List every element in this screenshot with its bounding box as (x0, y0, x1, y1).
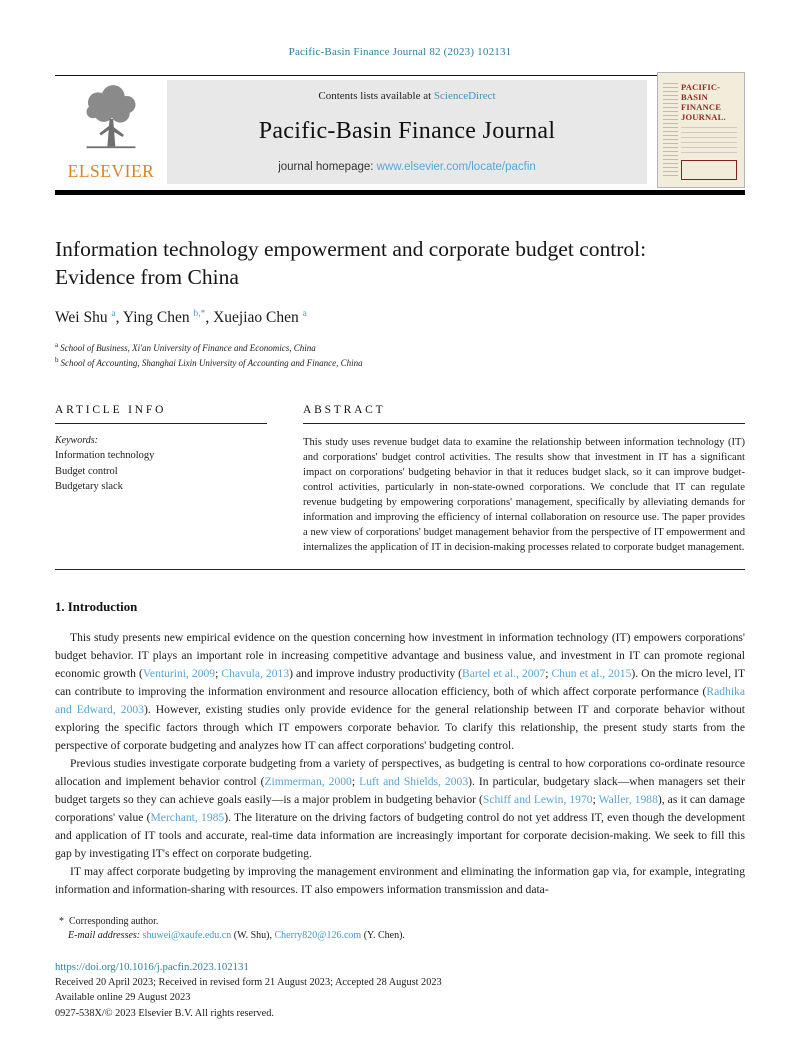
email-suffix: (Y. Chen). (361, 929, 405, 941)
doi-link[interactable]: https://doi.org/10.1016/j.pacfin.2023.102131 (55, 960, 249, 973)
keywords-label: Keywords: (55, 434, 98, 446)
homepage-line (167, 161, 647, 173)
text-run: ). The literature on the driving factors of budgeting control do not yet address IT, even though the development and application of IT tools and accurate, real-time data information are increasingly important for corporate decision-making. We seek to fill this gap by investigating IT's effect on corporate budgeting. (55, 811, 745, 861)
cover-main (679, 73, 744, 187)
affiliation (55, 355, 745, 371)
elsevier-logo[interactable] (55, 76, 167, 188)
article-info-rule (55, 423, 267, 424)
text-run: ), as it can damage corporations' value ( (55, 793, 746, 825)
citation-link[interactable]: Radhika and Edward, 2003 (55, 685, 745, 717)
citation-link[interactable]: Waller, 1988 (598, 793, 658, 807)
affiliation (55, 340, 745, 356)
text-run: ; (215, 667, 222, 681)
journal-banner (167, 80, 647, 184)
column-gap (267, 404, 303, 555)
sciencedirect-link[interactable]: ScienceDirect (433, 90, 496, 102)
cover-spine-decoration (663, 83, 678, 177)
homepage-url-link[interactable]: www.elsevier.com/locate/pacfin (376, 161, 536, 173)
text-run: This study presents new empirical evidence on the question concerning how investment in information technology (IT) empowers corporations' budget behavior. IT plays an important role in increasing competitive advantage and business value, and investment in IT can promote regional economic growth ( (55, 631, 745, 681)
elsevier-tree-icon (74, 83, 148, 160)
abstract-bottom-rule (55, 569, 745, 570)
elsevier-wordmark: ELSEVIER (67, 161, 155, 181)
journal-title: Pacific-Basin Finance Journal (258, 118, 556, 144)
citation-link[interactable]: Schiff and Lewin, 1970 (482, 793, 593, 807)
affiliation-list (55, 340, 745, 371)
intro-paragraph-2 (55, 755, 745, 863)
cover-title (681, 82, 740, 122)
article-info-header: ARTICLE INFO (55, 403, 167, 416)
text-run: ). On the micro level, IT can contribute to improving the information environment and resource allocation efficiency, both of which affect corporate performance ( (55, 667, 746, 699)
citation-link[interactable]: Chun et al., 2015 (551, 667, 632, 681)
text-run: Previous studies investigate corporate budgeting from a variety of perspectives, as budgeting is central to how corporations co-ordinate resource allocation and implement behavior control ( (55, 757, 745, 789)
cover-red-box-decoration (681, 160, 737, 180)
email-link[interactable]: shuwei@xaufe.edu.cn (142, 929, 232, 941)
text-run: IT may affect corporate budgeting by improving the management environment and eliminating the information gap via, for example, integrating information and information-sharing with resources. IT also empowers information transmission and data- (55, 865, 745, 897)
affiliation-marker: a (55, 340, 59, 349)
text-run: ; (351, 775, 360, 789)
page-footer (55, 916, 745, 1021)
affiliation-marker: b (55, 356, 59, 365)
citation-link[interactable]: Luft and Shields, 2003 (359, 775, 469, 789)
citation-link[interactable]: Chavula, 2013 (221, 667, 290, 681)
text-run: ) and improve industry productivity ( (289, 667, 463, 681)
section-heading-introduction: 1. Introduction (55, 600, 138, 615)
footnote-star: * (59, 915, 64, 927)
homepage-prefix: journal homepage: (278, 161, 377, 173)
received-dates-line: Received 20 April 2023; Received in revised form 21 August 2023; Accepted 28 August 2023 (55, 976, 442, 988)
author-affiliation-marker: a (302, 308, 307, 319)
email-suffix: (W. Shu), (231, 929, 275, 941)
info-abstract-section (55, 404, 745, 555)
affiliation-text: School of Accounting, Shanghai Lixin University of Accounting and Finance, China (60, 358, 363, 369)
publication-info-block (55, 957, 745, 1021)
corresponding-author-text: Corresponding author. (69, 915, 159, 927)
article-info-column (55, 404, 267, 555)
text-run: ). However, existing studies only provide evidence for the general relationship between IT and corporate behavior without exploring the specific factors through which IT empowers corporate behavior. To clarify this relationship, the present study starts from the perspective of corporate budgeting and analyzes how IT can affect corporations' budgeting control. (55, 703, 745, 753)
journal-masthead (55, 75, 745, 188)
abstract-text: This study uses revenue budget data to examine the relationship between information technology (IT) and corporations' budget control activities. The results show that investment in IT has a significant impact on corporations' budgeting behavior in that it reduces budget slack, so it can improve budget-control activities, particularly in non-state-owned corporations. We conclude that IT can regulate revenue budgeting by empowering corporations' management, specifically by alleviating demands for information and improving the efficiency of internal collaboration on resource use. The paper provides a new view of corporations' budget management behavior from the perspective of IT empowerment and internalizes the application of IT in decision-making processes related to corporate budget management. (303, 436, 745, 554)
contents-list-line (167, 90, 647, 102)
citation-link[interactable]: Bartel et al., 2007 (462, 667, 546, 681)
keyword: Budget control (55, 465, 118, 477)
citation-link[interactable]: Zimmerman, 2000 (264, 775, 352, 789)
cover-text-lines-decoration (681, 127, 737, 155)
journal-cover-thumbnail[interactable] (657, 72, 745, 188)
article-title: Information technology empowerment and corporate budget control: Evidence from China (55, 236, 647, 290)
masthead-divider (55, 190, 745, 195)
author-name: Xuejiao Chen (213, 308, 303, 326)
keyword: Budgetary slack (55, 481, 123, 493)
text-run: ; (592, 793, 599, 807)
available-online-line: Available online 29 August 2023 (55, 992, 191, 1004)
email-addresses-line (55, 930, 745, 941)
author-affiliation-marker: a (111, 308, 116, 319)
citation-link[interactable]: Venturini, 2009 (142, 667, 216, 681)
author-name: Wei Shu (55, 308, 112, 326)
citation-link[interactable]: Merchant, 1985 (150, 811, 225, 825)
cover-title-line: BASIN (681, 92, 708, 102)
cover-title-line: JOURNAL. (681, 112, 726, 122)
abstract-rule (303, 423, 745, 424)
text-run: ). In particular, budgetary slack—when managers set their budget targets so they can achieve goals easily—is a major problem in budgeting behavior ( (55, 775, 746, 807)
abstract-column (303, 404, 745, 555)
author-name: Ying Chen (122, 308, 194, 326)
author-list: Wei Shu $^a$, Ying Chen $^{b,*}$, Xuejiao Chen $^a$ (55, 308, 307, 326)
contents-prefix: Contents lists available at (318, 90, 434, 102)
email-list (140, 930, 405, 941)
author-affiliation-marker: b,* (193, 308, 206, 319)
copyright-line: 0927-538X/© 2023 Elsevier B.V. All rights reserved. (55, 1007, 274, 1019)
email-label: E-mail addresses: (68, 929, 141, 941)
running-head-journal-ref: Pacific-Basin Finance Journal 82 (2023) 102131 (288, 46, 512, 58)
affiliation-text: School of Business, Xi'an University of Finance and Economics, China (60, 342, 316, 353)
corresponding-author-note (55, 916, 745, 927)
intro-paragraph-1 (55, 629, 745, 755)
cover-title-line: FINANCE (681, 102, 722, 112)
abstract-header: ABSTRACT (303, 403, 386, 416)
email-link[interactable]: Cherry820@126.com (274, 929, 362, 941)
keywords-list (55, 448, 267, 495)
text-run: ; (545, 667, 552, 681)
cover-title-line: PACIFIC- (681, 82, 721, 92)
intro-paragraph-3 (55, 863, 745, 899)
keyword: Information technology (55, 449, 155, 461)
